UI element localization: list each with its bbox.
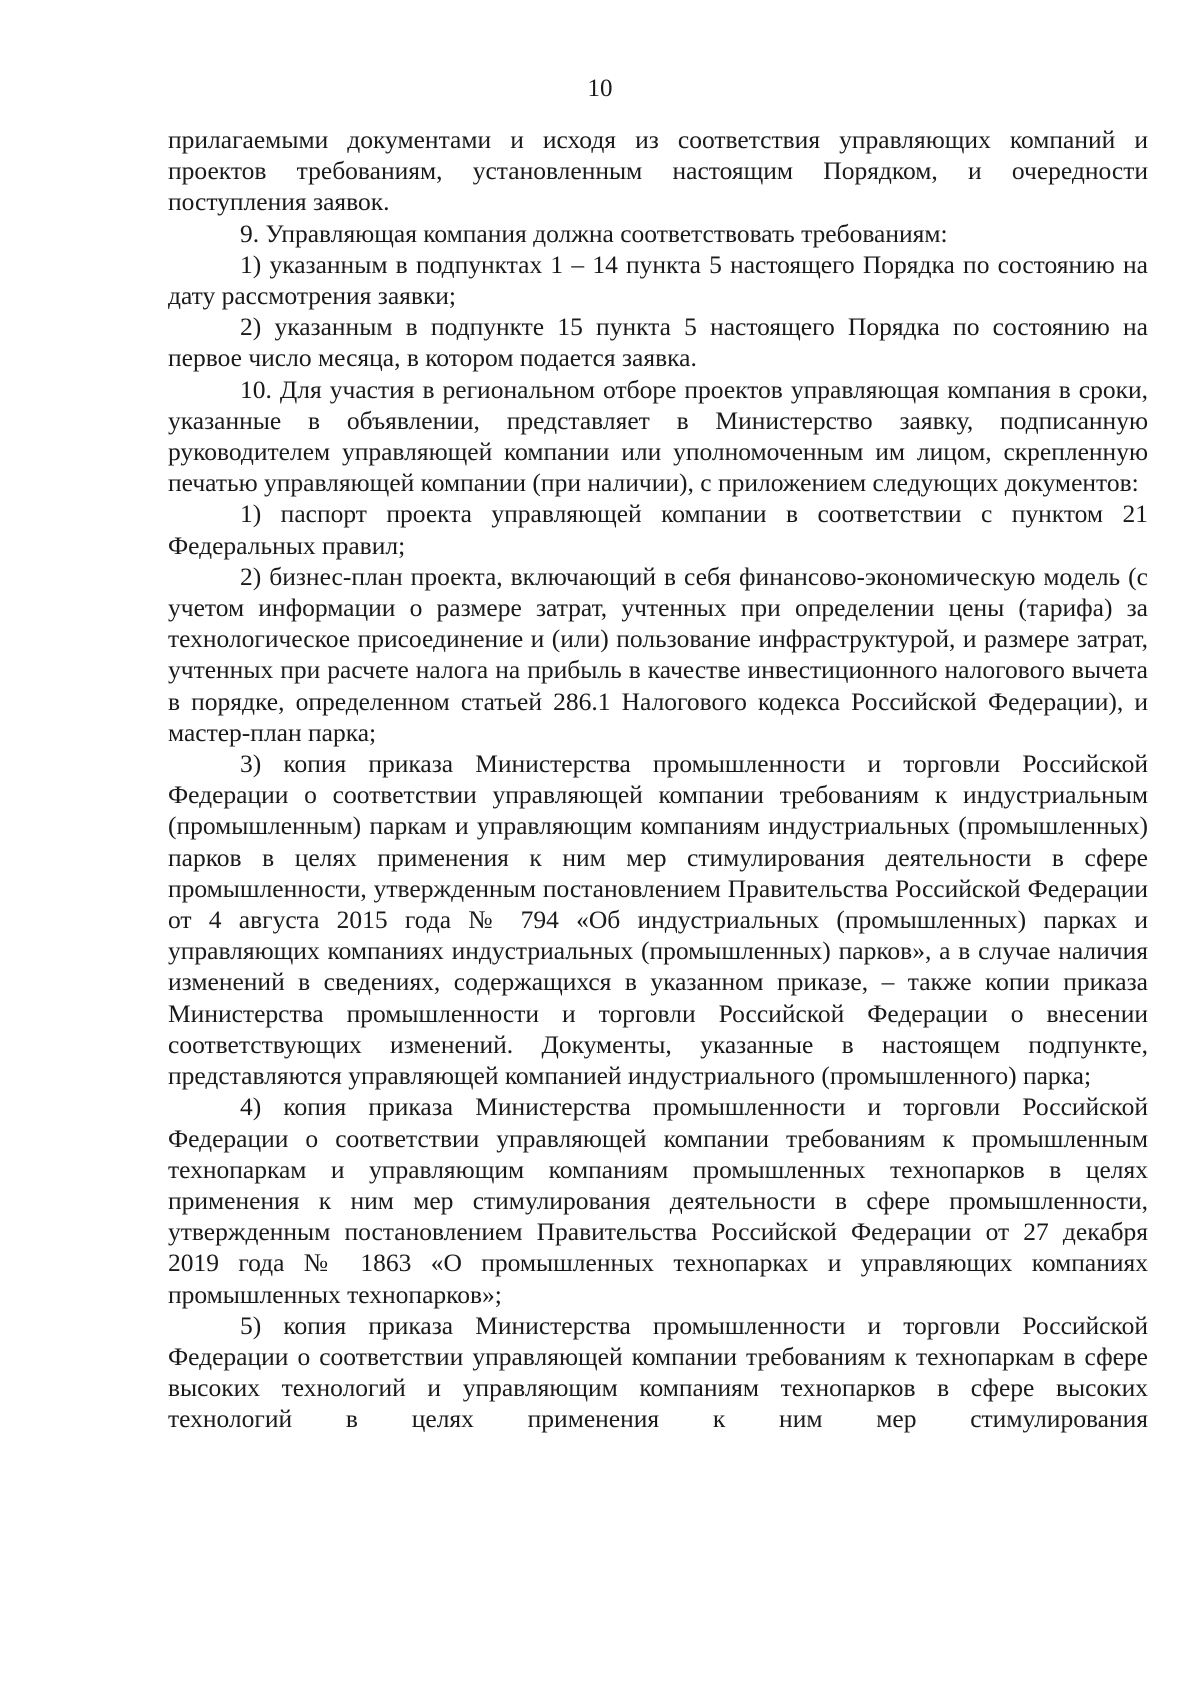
paragraph: прилагаемыми документами и исходя из соответствия управляющих компаний и проектов требованиям, установленным настоящим Порядком, и очередности поступления заявок. bbox=[168, 125, 1148, 217]
paragraph: 1) паспорт проекта управляющей компании в соответствии с пунктом 21 Федеральных правил; bbox=[168, 499, 1148, 560]
paragraph: 2) бизнес-план проекта, включающий в себя финансово-экономическую модель (с учетом информации о размере затрат, учтенных при определении цены (тарифа) за технологическое присоединение и (или) пользование инфраструктурой, и размере затрат, учтенных при расчете налога на прибыль в качестве инвестиционного налогового вычета в порядке, определенном статьей 286.1 Налогового кодекса Российской Федерации), и мастер-план парка; bbox=[168, 561, 1148, 747]
paragraph: 9. Управляющая компания должна соответствовать требованиям: bbox=[240, 218, 948, 248]
paragraph: 2) указанным в подпункте 15 пункта 5 настоящего Порядка по состоянию на первое число месяца, в котором подается заявка. bbox=[168, 312, 1148, 373]
paragraph: 10. Для участия в региональном отборе проектов управляющая компания в сроки, указанные в объявлении, представляет в Министерство заявку, подписанную руководителем управляющей компании или уполномоченным им лицом, скрепленную печатью управляющей компании (при наличии), с приложением следующих документов: bbox=[168, 374, 1148, 498]
paragraph: 1) указанным в подпунктах 1 – 14 пункта 5 настоящего Порядка по состоянию на дату рассмотрения заявки; bbox=[168, 249, 1148, 311]
page-number: 10 bbox=[587, 75, 613, 102]
paragraph: 5) копия приказа Министерства промышленности и торговли Российской Федерации о соответствии управляющей компании требованиям к технопаркам в сфере высоких технологий и управляющим компаниям технопарков в сфере высоких технологий в целях применения к ним мер стимулирования bbox=[168, 1310, 1148, 1434]
paragraph: 4) копия приказа Министерства промышленности и торговли Российской Федерации о соответствии управляющей компании требованиям к промышленным технопаркам и управляющим компаниям промышленных технопарков в целях применения к ним мер стимулирования деятельности в сфере промышленности, утвержденным постановлением Правительства Российской Федерации от 27 декабря 2019 года № 1863 «О промышленных технопарках и управляющих компаниях промышленных технопарков»; bbox=[168, 1092, 1148, 1309]
paragraph: 3) копия приказа Министерства промышленности и торговли Российской Федерации о соответствии управляющей компании требованиям к индустриальным (промышленным) паркам и управляющим компаниям индустриальных (промышленных) парков в целях применения к ним мер стимулирования деятельности в сфере промышленности, утвержденным постановлением Правительства Российской Федерации от 4 августа 2015 года № 794 «Об индустриальных (промышленных) парках и управляющих компаниях индустриальных (промышленных) парков», а в случае наличия изменений в сведениях, содержащихся в указанном приказе, – также копии приказа Министерства промышленности и торговли Российской Федерации о внесении соответствующих изменений. Документы, указанные в настоящем подпункте, представляются управляющей компанией индустриального (промышленного) парка; bbox=[168, 749, 1148, 1091]
document-body bbox=[168, 124, 1148, 1435]
